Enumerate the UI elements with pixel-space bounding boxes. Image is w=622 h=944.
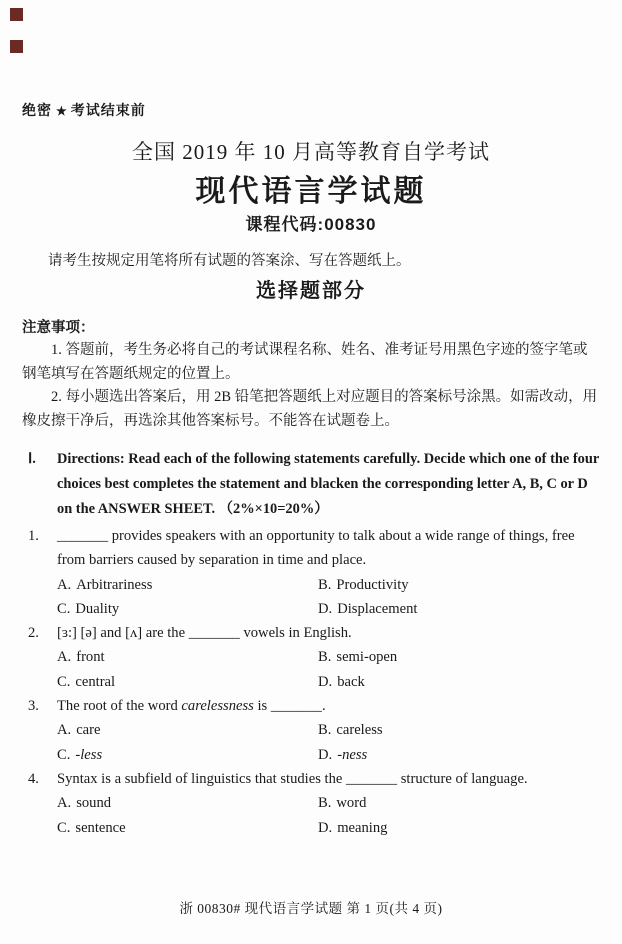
question-number: 3. xyxy=(28,698,39,715)
option-b xyxy=(318,791,600,815)
option-a xyxy=(57,645,318,669)
directions-numeral: Ⅰ. xyxy=(28,451,36,467)
option-d xyxy=(318,670,600,694)
question-item xyxy=(28,524,600,621)
option-grid xyxy=(57,573,600,622)
option-label: D. xyxy=(318,673,333,690)
option-a xyxy=(57,718,318,742)
option-label: B. xyxy=(318,576,332,593)
question-stem xyxy=(57,621,602,645)
option-grid xyxy=(57,718,600,767)
question-stem xyxy=(57,767,602,791)
option-label: C. xyxy=(57,600,71,617)
option-label: C. xyxy=(57,746,71,763)
option-label: A. xyxy=(57,722,72,739)
option-text: Displacement xyxy=(337,600,418,617)
option-text: -ness xyxy=(337,746,368,763)
question-number: 1. xyxy=(28,528,39,544)
pen-instruction: 请考生按规定用笔将所有试题的答案涂、写在答题纸上。 xyxy=(48,253,411,269)
stem-text: _______ provides speakers with an opportunity to talk about a wide range of things, free from barriers caused by separation in time and place. xyxy=(57,528,575,569)
option-b xyxy=(318,718,600,742)
option-text: -less xyxy=(75,746,103,763)
option-text: front xyxy=(76,649,105,666)
option-b xyxy=(318,573,600,597)
note-item: 2. 每小题选出答案后，用 2B 铅笔把答题纸上对应题目的答案标号涂黑。如需改动，用橡皮擦干净后，再选涂其他答案标号。不能答在试题卷上。 xyxy=(22,389,598,429)
question-number: 4. xyxy=(28,770,39,787)
option-text: central xyxy=(75,673,116,690)
stem-text: Syntax is a subfield of linguistics that studies the _______ structure of language. xyxy=(57,770,528,787)
note-item: 1. 答题前，考生务必将自己的考试课程名称、姓名、准考证号用黑色字迹的签字笔或钢笔填写在答题纸规定的位置上。 xyxy=(22,342,588,382)
course-code: 课程代码:00830 xyxy=(245,215,377,234)
stem-text: is _______. xyxy=(253,698,326,715)
option-a xyxy=(57,573,318,597)
option-text: careless xyxy=(336,722,383,739)
option-c xyxy=(57,816,318,840)
option-label: C. xyxy=(57,819,71,836)
option-d xyxy=(318,743,600,767)
option-grid xyxy=(57,645,600,694)
option-text: Productivity xyxy=(336,576,409,593)
scan-mark xyxy=(10,8,23,21)
option-text: sound xyxy=(76,795,112,812)
secrecy-label: 绝密 xyxy=(22,102,52,118)
option-label: B. xyxy=(318,649,332,666)
stem-text: The root of the word xyxy=(57,698,182,715)
option-b xyxy=(318,645,600,669)
question-item xyxy=(28,621,600,694)
scan-mark xyxy=(10,40,23,53)
directions-text: Directions: Read each of the following statements carefully. Decide which one of the four choices best completes the statement and blacken the corresponding letter A, B, C or D on the ANSWER SHEET. （2%×10=20%） xyxy=(57,451,599,517)
secrecy-note: 考试结束前 xyxy=(70,102,146,118)
option-text: semi-open xyxy=(336,649,398,666)
option-c xyxy=(57,597,318,621)
option-grid xyxy=(57,791,600,840)
stem-text: [ɜ:] [ə] and [ʌ] are the _______ vowels in English. xyxy=(57,625,352,642)
option-c xyxy=(57,743,318,767)
question-item xyxy=(28,767,600,840)
question-list xyxy=(22,524,600,840)
option-label: A. xyxy=(57,649,72,666)
option-label: A. xyxy=(57,576,72,593)
option-a xyxy=(57,791,318,815)
option-text: word xyxy=(336,795,367,812)
option-label: D. xyxy=(318,819,333,836)
option-text: Arbitrariness xyxy=(76,576,153,593)
option-label: B. xyxy=(318,795,332,812)
option-text: Duality xyxy=(75,600,120,617)
option-c xyxy=(57,670,318,694)
stem-italic-text: carelessness xyxy=(181,698,254,715)
secrecy-notice xyxy=(22,100,600,121)
question-item xyxy=(28,694,600,767)
star-icon: ★ xyxy=(56,104,67,118)
option-label: A. xyxy=(57,795,72,812)
question-stem xyxy=(57,524,602,573)
option-d xyxy=(318,597,600,621)
option-label: D. xyxy=(318,746,333,763)
question-number: 2. xyxy=(28,625,39,642)
paper-title: 现代语言学试题 xyxy=(195,175,427,208)
option-text: sentence xyxy=(75,819,126,836)
option-label: D. xyxy=(318,600,333,617)
section-title: 选择题部分 xyxy=(256,280,366,302)
option-label: B. xyxy=(318,722,332,739)
option-text: care xyxy=(76,722,101,739)
option-text: back xyxy=(337,673,365,690)
notes-title: 注意事项： xyxy=(22,320,95,336)
question-stem xyxy=(57,694,602,718)
page-footer: 浙 00830# 现代语言学试题 第 1 页(共 4 页) xyxy=(179,900,443,916)
option-label: C. xyxy=(57,673,71,690)
option-text: meaning xyxy=(337,819,388,836)
option-d xyxy=(318,816,600,840)
exam-session-title: 全国 2019 年 10 月高等教育自学考试 xyxy=(132,140,490,164)
directions xyxy=(28,447,602,522)
